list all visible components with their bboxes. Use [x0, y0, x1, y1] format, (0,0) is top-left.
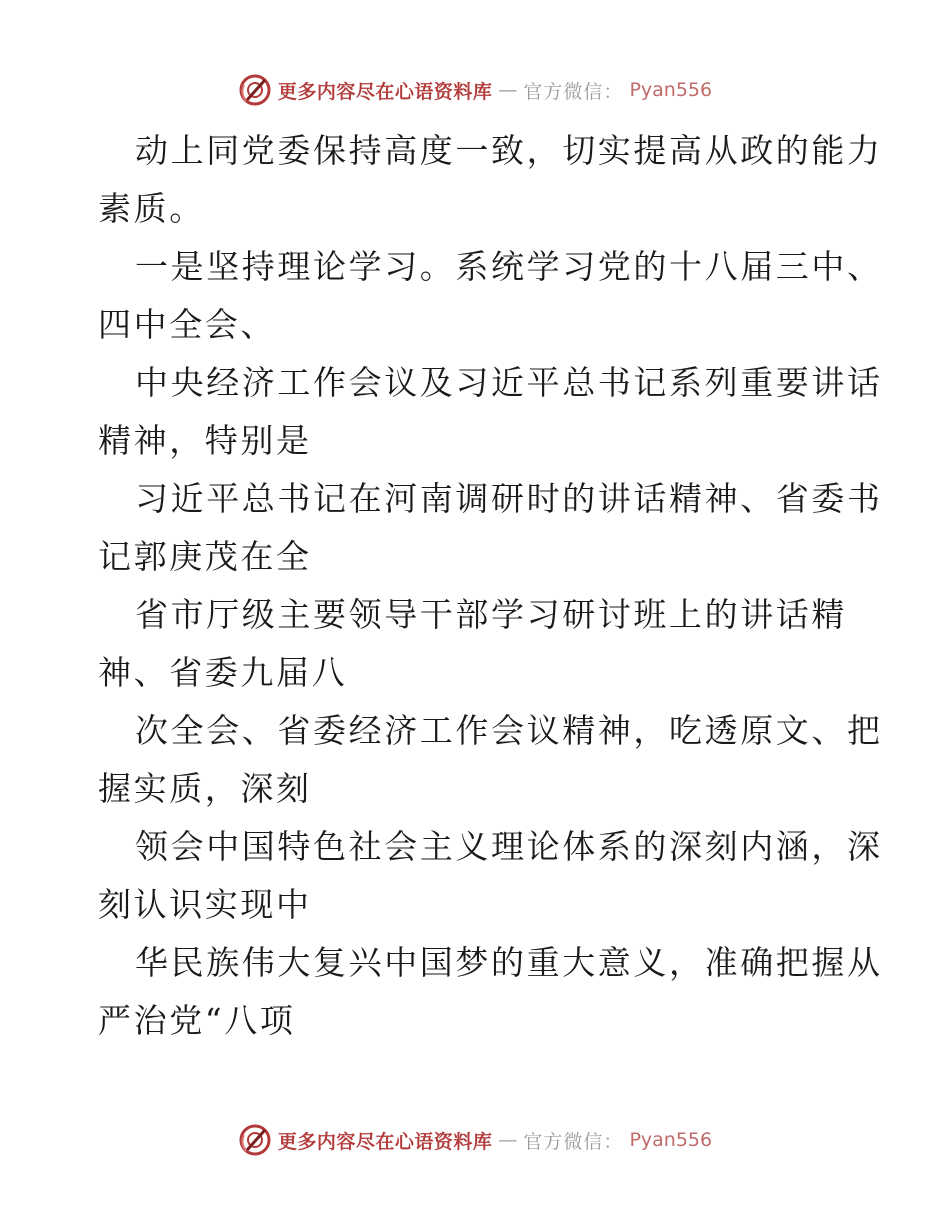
- banner-wechat-id: Pyan556: [629, 1129, 713, 1151]
- header-banner: [0, 70, 950, 110]
- logo-icon: [238, 1123, 272, 1157]
- banner-wechat-label: 官方微信：: [523, 80, 624, 103]
- banner-title: 更多内容尽在心语资料库: [277, 80, 493, 103]
- body-line: 次全会、省委经济工作会议精神，吃透原文、把: [135, 711, 883, 750]
- banner-wechat-id: Pyan556: [629, 79, 713, 101]
- banner-title: 更多内容尽在心语资料库: [277, 1130, 493, 1153]
- body-line: 动上同党委保持高度一致，切实提高从政的能力: [135, 131, 883, 170]
- body-line: 一是坚持理论学习。系统学习党的十八届三中、: [135, 247, 883, 286]
- body-line: 四中全会、: [98, 305, 276, 344]
- banner-wechat-label: 官方微信：: [523, 1130, 624, 1153]
- body-line: 习近平总书记在河南调研时的讲话精神、省委书: [135, 479, 883, 518]
- body-line: 中央经济工作会议及习近平总书记系列重要讲话: [135, 363, 883, 402]
- logo-icon: [238, 73, 272, 107]
- footer-banner: [0, 1120, 950, 1160]
- body-line: 精神，特别是: [98, 421, 312, 460]
- body-line: 省市厅级主要领导干部学习研讨班上的讲话精: [135, 595, 847, 634]
- banner-dash: —: [498, 1129, 518, 1151]
- body-line: 握实质，深刻: [98, 769, 312, 808]
- document-body: [98, 122, 883, 1050]
- body-line: 严治党“八项: [98, 1001, 296, 1040]
- body-line: 神、省委九届八: [98, 653, 348, 692]
- body-line: 领会中国特色社会主义理论体系的深刻内涵，深: [135, 827, 883, 866]
- body-line: 华民族伟大复兴中国梦的重大意义，准确把握从: [135, 943, 883, 982]
- body-line: 素质。: [98, 189, 205, 228]
- body-line: 刻认识实现中: [98, 885, 312, 924]
- banner-dash: —: [498, 79, 518, 101]
- body-line: 记郭庚茂在全: [98, 537, 312, 576]
